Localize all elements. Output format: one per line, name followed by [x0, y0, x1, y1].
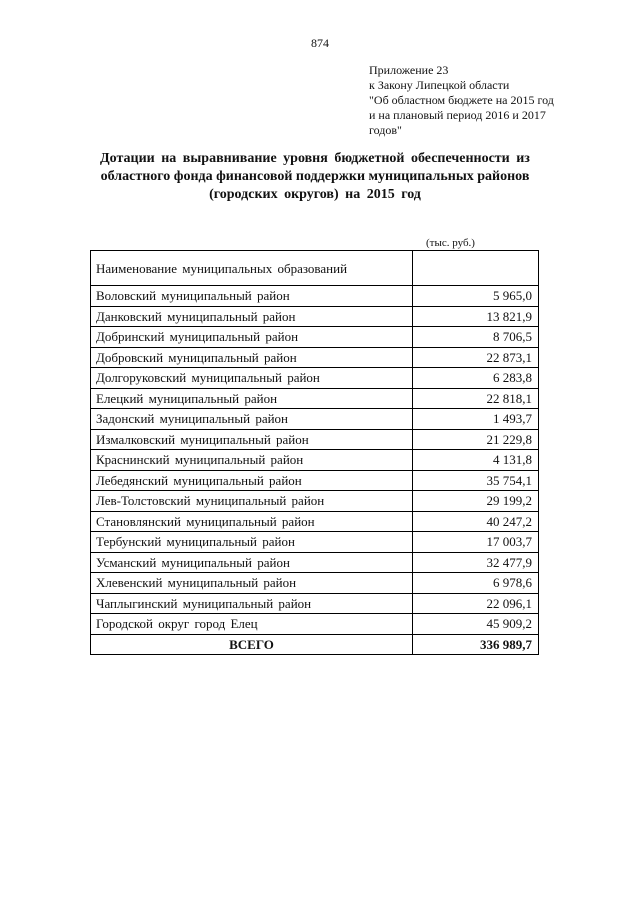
district-name-cell: Тербунский муниципальный район — [91, 532, 413, 553]
table-row — [91, 429, 539, 450]
district-name-cell: Краснинский муниципальный район — [91, 450, 413, 471]
district-name-cell: Добринский муниципальный район — [91, 327, 413, 348]
table-row — [91, 593, 539, 614]
amount-cell: 21 229,8 — [413, 429, 539, 450]
district-name-cell: Становлянский муниципальный район — [91, 511, 413, 532]
amount-cell: 29 199,2 — [413, 491, 539, 512]
appendix-note — [369, 63, 554, 138]
amount-cell: 32 477,9 — [413, 552, 539, 573]
district-name-cell: Хлевенский муниципальный район — [91, 573, 413, 594]
header-name-cell: Наименование муниципальных образований — [91, 251, 413, 286]
table-row — [91, 552, 539, 573]
appendix-line: к Закону Липецкой области — [369, 78, 510, 92]
title-line: (городских округов) на 2015 год — [209, 187, 421, 202]
amount-cell: 8 706,5 — [413, 327, 539, 348]
table-row — [91, 511, 539, 532]
table-row — [91, 306, 539, 327]
amount-cell: 5 965,0 — [413, 286, 539, 307]
title-line: Дотации на выравнивание уровня бюджетной обеспеченности из — [100, 151, 530, 166]
district-name-cell: Данковский муниципальный район — [91, 306, 413, 327]
title-line: областного фонда финансовой поддержки муниципальных районов — [100, 169, 530, 184]
appendix-line: "Об областном бюджете на 2015 год — [369, 93, 554, 107]
table-row — [91, 286, 539, 307]
district-name-cell: Долгоруковский муниципальный район — [91, 368, 413, 389]
district-name-cell: Измалковский муниципальный район — [91, 429, 413, 450]
table-row — [91, 450, 539, 471]
table-row — [91, 327, 539, 348]
district-name-cell: Чаплыгинский муниципальный район — [91, 593, 413, 614]
table-row — [91, 532, 539, 553]
appendix-line: годов" — [369, 123, 402, 137]
amount-cell: 40 247,2 — [413, 511, 539, 532]
table-row — [91, 368, 539, 389]
amount-cell: 22 873,1 — [413, 347, 539, 368]
table-row — [91, 491, 539, 512]
amount-cell: 22 096,1 — [413, 593, 539, 614]
table-row — [91, 347, 539, 368]
district-name-cell: Добровский муниципальный район — [91, 347, 413, 368]
district-name-cell: Воловский муниципальный район — [91, 286, 413, 307]
amount-cell: 45 909,2 — [413, 614, 539, 635]
amount-cell: 13 821,9 — [413, 306, 539, 327]
table-row — [91, 470, 539, 491]
header-value-cell — [413, 251, 539, 286]
table-row — [91, 409, 539, 430]
table-header-row — [91, 251, 539, 286]
amount-cell: 6 978,6 — [413, 573, 539, 594]
total-value-cell: 336 989,7 — [413, 634, 539, 655]
amount-cell: 1 493,7 — [413, 409, 539, 430]
district-name-cell: Задонский муниципальный район — [91, 409, 413, 430]
total-row — [91, 634, 539, 655]
district-name-cell: Лев-Толстовский муниципальный район — [91, 491, 413, 512]
table-row — [91, 614, 539, 635]
subsidies-table — [90, 250, 539, 655]
appendix-line: Приложение 23 — [369, 63, 449, 77]
table-row — [91, 388, 539, 409]
amount-cell: 22 818,1 — [413, 388, 539, 409]
amount-cell: 35 754,1 — [413, 470, 539, 491]
page-number: 874 — [311, 36, 329, 50]
table-row — [91, 573, 539, 594]
district-name-cell: Лебедянский муниципальный район — [91, 470, 413, 491]
units-label: (тыс. руб.) — [426, 237, 475, 249]
total-label-cell: ВСЕГО — [91, 634, 413, 655]
amount-cell: 17 003,7 — [413, 532, 539, 553]
district-name-cell: Елецкий муниципальный район — [91, 388, 413, 409]
amount-cell: 4 131,8 — [413, 450, 539, 471]
district-name-cell: Усманский муниципальный район — [91, 552, 413, 573]
amount-cell: 6 283,8 — [413, 368, 539, 389]
appendix-line: и на плановый период 2016 и 2017 — [369, 108, 546, 122]
document-title — [90, 150, 540, 204]
district-name-cell: Городской округ город Елец — [91, 614, 413, 635]
